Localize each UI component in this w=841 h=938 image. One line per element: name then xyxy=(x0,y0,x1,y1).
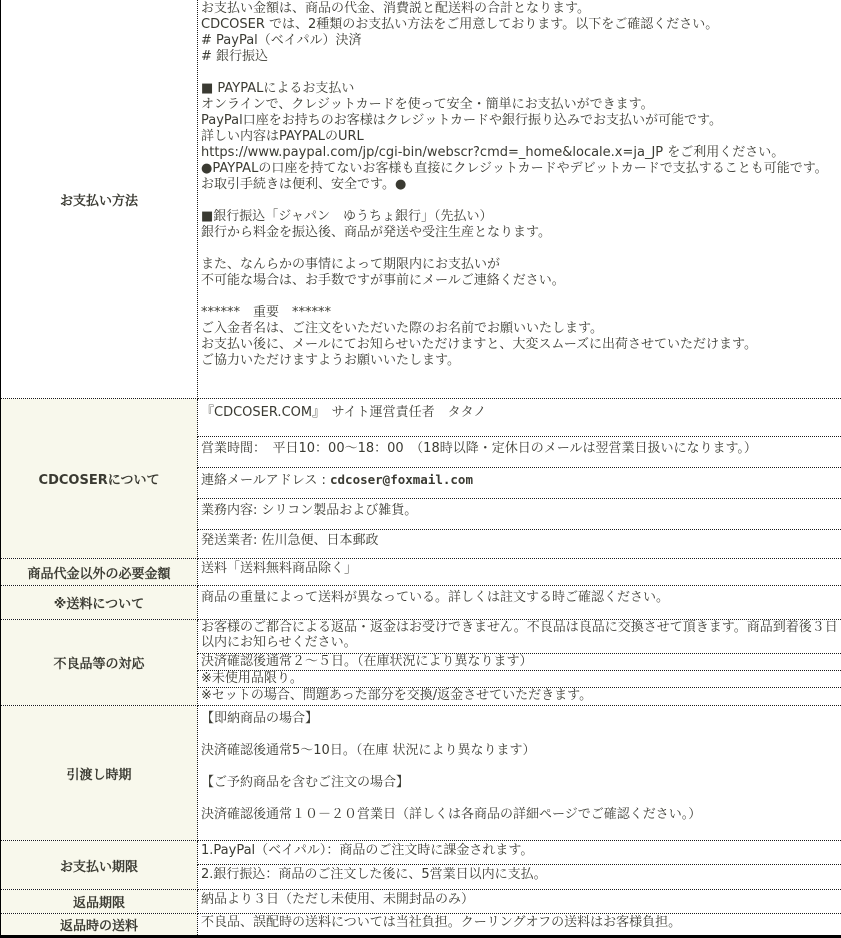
text-line: ※未使用品限り。 xyxy=(201,671,838,686)
row-content-cell xyxy=(198,841,841,865)
text-line: お支払い後に、メールにてお知らせいただけますと、大変スムーズに出荷させていただけます。 xyxy=(201,337,838,353)
table-row xyxy=(1,706,841,841)
table-row xyxy=(1,559,841,586)
text-line: ■銀行振込「ジャパン ゆうちょ銀行」（先払い） xyxy=(201,209,838,225)
table-row xyxy=(1,914,841,937)
text-line: 【ご予約商品を含むご注文の場合】 xyxy=(201,775,838,791)
row-content-cell xyxy=(198,890,841,914)
text-line: # PayPal（ベイパル）決済 xyxy=(201,33,838,49)
text-line: オンラインで、クレジットカードを使って安全・簡単にお支払いができます。 xyxy=(201,97,838,113)
row-content-cell xyxy=(198,671,841,688)
text-line: 納品より３日（ただし未使用、未開封品のみ） xyxy=(201,892,838,908)
text-line xyxy=(201,193,838,209)
text-line: 商品の重量によって送料が異なっている。詳しくは註文する時ご確認ください。 xyxy=(201,590,838,606)
text-line: ご入金者名は、ご注文をいただいた際のお名前でお願いいたします。 xyxy=(201,321,838,337)
text-line xyxy=(201,65,838,81)
contact-email-text: cdcoser@foxmail.com xyxy=(330,472,473,487)
text-line: 【即納商品の場合】 xyxy=(201,711,838,727)
text-segment: 連絡メールアドレス : xyxy=(201,473,330,488)
row-header: お支払い期限 xyxy=(1,841,198,890)
text-line: 銀行から料金を振込後、商品が発送や受注生産となります。 xyxy=(201,225,838,241)
row-content-cell xyxy=(198,437,841,468)
row-header: CDCOSERについて xyxy=(1,399,198,559)
text-line: 不可能な場合は、お手数ですが事前にメールご連絡ください。 xyxy=(201,273,838,289)
row-content-cell xyxy=(198,865,841,890)
row-content-cell xyxy=(198,706,841,841)
table-row xyxy=(1,586,841,620)
text-line: PayPal口座をお持ちのお客様はクレジットカードや銀行振り込みでお支払いが可能です。 xyxy=(201,113,838,129)
text-line: 2.銀行振込：商品のご注文した後に、5営業日以内に支払。 xyxy=(201,867,838,883)
text-line: また、なんらかの事情によって期限内にお支払いが xyxy=(201,257,838,273)
shop-policy-table-body xyxy=(1,0,841,937)
text-line: ●PAYPALの口座を持てないお客様も直接にクレジットカードやデビットカードで支払することも可能です。 xyxy=(201,161,838,177)
row-content-cell xyxy=(198,688,841,706)
text-line: お支払い金額は、商品の代金、消費説と配送料の合計となります。 xyxy=(201,1,838,17)
row-header: 返品期限 xyxy=(1,890,198,914)
row-header: 商品代金以外の必要金額 xyxy=(1,559,198,586)
text-line xyxy=(201,791,838,807)
text-line xyxy=(201,241,838,257)
text-line: お取引手続きは便利、安全です。● xyxy=(201,177,838,193)
row-content-cell xyxy=(198,0,841,399)
row-content-cell xyxy=(198,620,841,654)
row-content-cell xyxy=(198,499,841,530)
text-line: お客様のご都合による返品・返金はお受けできません。不良品は良品に交換させて頂きます。商品到着後３日以内にお知らせください。 xyxy=(201,620,838,650)
text-line xyxy=(201,759,838,775)
row-content-cell xyxy=(198,654,841,671)
text-line: ****** 重要 ****** xyxy=(201,305,838,321)
table-row xyxy=(1,399,841,437)
text-line: https://www.paypal.com/jp/cgi-bin/webscr?cmd=_home&locale.x=ja_JP をご利用ください。 xyxy=(201,145,838,161)
text-line: # 銀行振込 xyxy=(201,49,838,65)
row-header: 返品時の送料 xyxy=(1,914,198,937)
row-content-cell xyxy=(198,530,841,559)
text-line xyxy=(201,727,838,743)
text-line: ご協力いただけますようお願いいたします。 xyxy=(201,353,838,369)
text-line: 決済確認後通常１０－２０営業日（詳しくは各商品の詳細ページでご確認ください。） xyxy=(201,807,838,823)
row-content-cell xyxy=(198,468,841,499)
row-content-cell xyxy=(198,586,841,620)
text-line: 不良品、誤配時の送料については当社負担。クーリングオフの送料はお客様負担。 xyxy=(201,915,838,931)
text-line: 営業時間： 平日10：00～18：00 （18時以降・定休日のメールは翌営業日扱いになります。） xyxy=(201,441,838,457)
text-line xyxy=(201,472,838,489)
table-row xyxy=(1,620,841,654)
text-line: 決済確認後通常２～５日。（在庫状況により異なります） xyxy=(201,654,838,669)
table-row xyxy=(1,890,841,914)
table-row xyxy=(1,841,841,865)
text-line: ■ PAYPALによるお支払い xyxy=(201,81,838,97)
text-line: 1.PayPal（ベイパル）：商品のご注文時に課金されます。 xyxy=(201,843,838,859)
row-header: 不良品等の対応 xyxy=(1,620,198,706)
text-line: 詳しい内容はPAYPALのURL xyxy=(201,129,838,145)
row-content-cell xyxy=(198,559,841,586)
row-header: ※送料について xyxy=(1,586,198,620)
row-header: お支払い方法 xyxy=(1,0,198,399)
table-row xyxy=(1,0,841,399)
text-line: 送料「送料無料商品除く」 xyxy=(201,561,838,577)
text-line: 業務内容: シリコン製品および雑貨。 xyxy=(201,503,838,519)
text-line: 発送業者: 佐川急便、日本郵政 xyxy=(201,533,838,549)
text-line: CDCOSER では、2種類のお支払い方法をご用意しております。以下をご確認ください。 xyxy=(201,17,838,33)
row-content-cell xyxy=(198,399,841,437)
text-line xyxy=(201,289,838,305)
row-content-cell xyxy=(198,914,841,937)
row-header: 引渡し時期 xyxy=(1,706,198,841)
text-line: ※セットの場合、問題あった部分を交換/返金させていただきます。 xyxy=(201,688,838,703)
text-line: 『CDCOSER.COM』 サイト運営責任者 タタノ xyxy=(201,405,838,421)
text-line: 決済確認後通常5～10日。（在庫 状況により異なります） xyxy=(201,743,838,759)
